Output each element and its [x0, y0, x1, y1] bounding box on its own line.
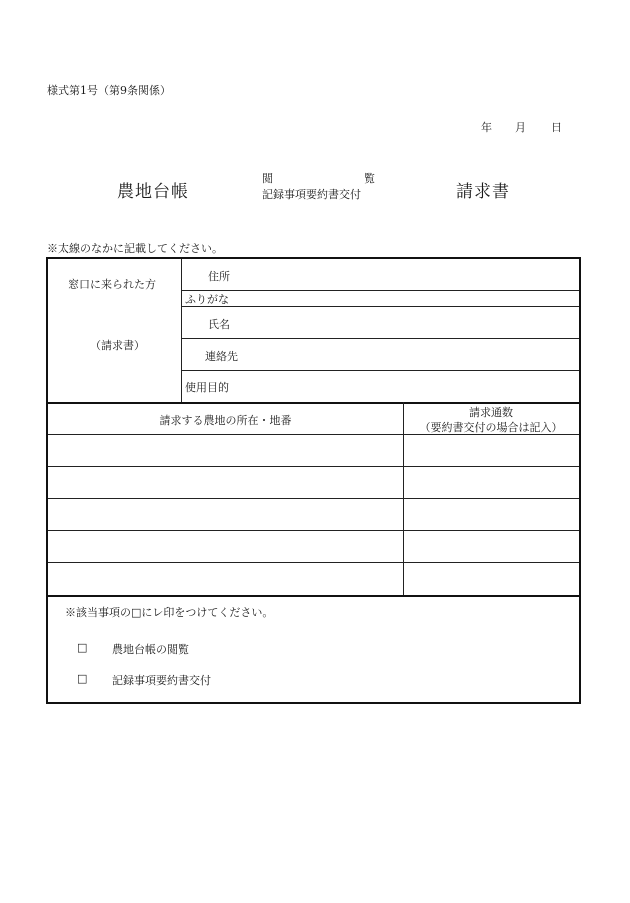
table-row — [48, 498, 579, 499]
thick-border-note: ※太線のなかに記載してください。 — [47, 242, 223, 255]
title-view-char-1: 閲 — [262, 172, 273, 185]
purpose-label: 使用目的 — [185, 381, 229, 394]
form-number: 様式第1号（第9条関係） — [47, 84, 171, 97]
furigana-label: ふりがな — [185, 293, 229, 306]
document-title: 農地台帳 — [117, 182, 189, 202]
title-request: 請求書 — [456, 182, 510, 202]
address-label: 住所 — [208, 270, 230, 283]
table-row — [48, 466, 579, 467]
furigana-line — [181, 306, 579, 307]
land-location-header: 請求する農地の所在・地番 — [159, 414, 292, 427]
table-row — [48, 562, 579, 563]
copies-header-line2: （要約書交付の場合は記入） — [419, 421, 563, 434]
checkbox-summary[interactable]: □ — [77, 672, 88, 685]
name-line — [181, 338, 579, 339]
requester-section-label: 窓口に来られた方 — [68, 278, 156, 291]
title-view-char-2: 覧 — [364, 172, 375, 185]
address-line — [181, 290, 579, 291]
name-label: 氏名 — [208, 318, 230, 331]
date-day-label: 日 — [551, 121, 562, 134]
title-summary-option: 記録事項要約書交付 — [262, 188, 361, 201]
check-instruction: ※該当事項の□にレ印をつけてください。 — [65, 606, 274, 619]
copies-header-line1: 請求通数 — [469, 406, 513, 419]
requester-section-sublabel: （請求書） — [90, 339, 145, 352]
date-year-label: 年 — [481, 121, 492, 134]
land-table-bottom-line — [48, 595, 579, 597]
requester-divider — [181, 259, 182, 402]
table-row — [48, 530, 579, 531]
checkbox-view[interactable]: □ — [77, 641, 88, 654]
land-table-header-line — [48, 434, 579, 435]
contact-line — [181, 370, 579, 371]
option-summary-label: 記録事項要約書交付 — [112, 674, 211, 687]
contact-label: 連絡先 — [205, 350, 238, 363]
option-view-label: 農地台帳の閲覧 — [112, 643, 189, 656]
request-form-box — [46, 257, 581, 704]
date-month-label: 月 — [515, 121, 526, 134]
